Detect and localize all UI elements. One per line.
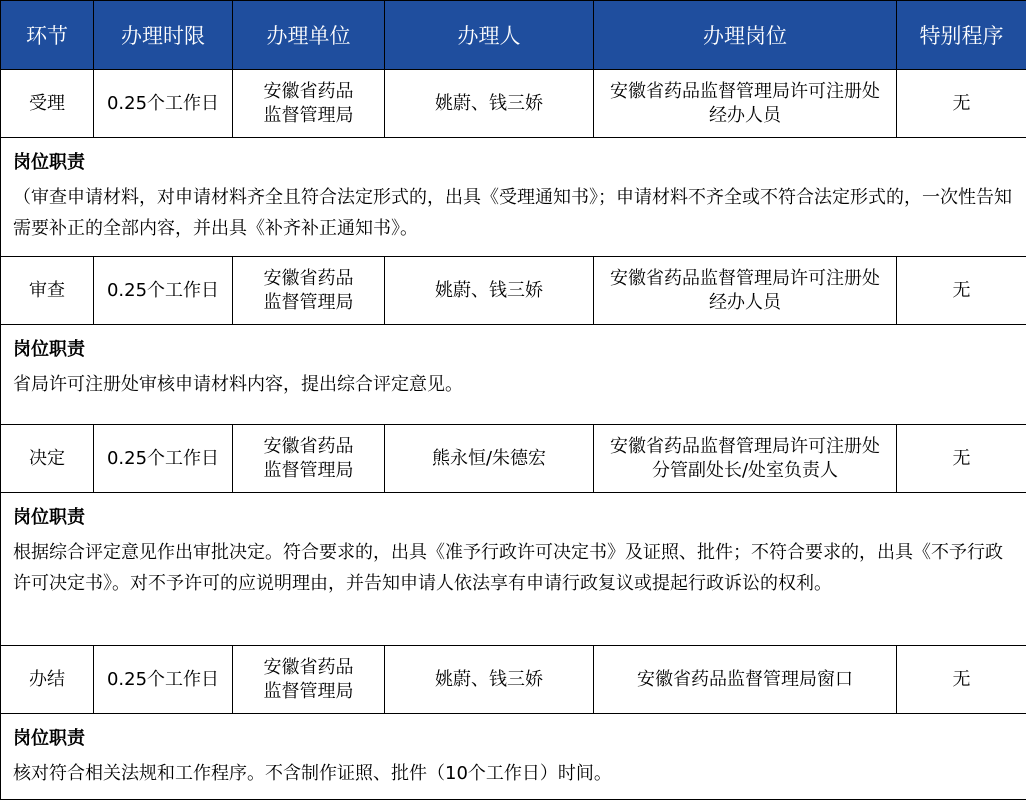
step-position xyxy=(594,646,897,714)
duty-cell xyxy=(1,493,1026,646)
step-time-limit: 0.25个工作日 xyxy=(94,646,233,714)
step-position xyxy=(594,70,897,138)
step-unit xyxy=(233,425,385,493)
duty-text: （审查申请材料，对申请材料齐全且符合法定形式的，出具《受理通知书》；申请材料不齐全或不符合法定形式的，一次性告知需要补正的全部内容，并出具《补齐补正通知书》。 xyxy=(13,187,1012,239)
step-row-accept xyxy=(1,70,1026,138)
step-position-text: 安徽省药品监督管理局许可注册处经办人员 xyxy=(610,267,880,313)
header-step: 环节 xyxy=(1,1,94,70)
duty-title: 岗位职责 xyxy=(13,339,85,360)
duty-title: 岗位职责 xyxy=(13,507,85,528)
step-row-review xyxy=(1,257,1026,325)
step-name: 办结 xyxy=(1,646,94,714)
header-unit: 办理单位 xyxy=(233,1,385,70)
step-handler: 姚蔚、钱三娇 xyxy=(385,257,594,325)
step-handler: 姚蔚、钱三娇 xyxy=(385,70,594,138)
step-row-decide xyxy=(1,425,1026,493)
duty-text: 根据综合评定意见作出审批决定。符合要求的，出具《准予行政许可决定书》及证照、批件；不符合要求的，出具《不予行政许可决定书》。对不予许可的应说明理由，并告知申请人依法享有申请行政复议或提起行政诉讼的权利。 xyxy=(13,542,1003,594)
step-name: 受理 xyxy=(1,70,94,138)
step-position xyxy=(594,257,897,325)
duty-title: 岗位职责 xyxy=(13,728,85,749)
duty-title: 岗位职责 xyxy=(13,152,85,173)
step-position-text: 安徽省药品监督管理局许可注册处经办人员 xyxy=(610,80,880,126)
step-position-text: 安徽省药品监督管理局许可注册处分管副处长/处室负责人 xyxy=(610,435,880,481)
duty-row-review xyxy=(1,325,1026,425)
table-header-row xyxy=(1,1,1026,70)
step-unit-text: 安徽省药品监督管理局 xyxy=(263,435,354,481)
header-position: 办理岗位 xyxy=(594,1,897,70)
step-name: 决定 xyxy=(1,425,94,493)
header-time-limit: 办理时限 xyxy=(94,1,233,70)
step-special: 无 xyxy=(897,646,1026,714)
duty-row-decide xyxy=(1,493,1026,646)
step-unit xyxy=(233,646,385,714)
duty-text: 省局许可注册处审核申请材料内容，提出综合评定意见。 xyxy=(13,374,463,395)
step-special: 无 xyxy=(897,257,1026,325)
duty-text: 核对符合相关法规和工作程序。不含制作证照、批件（10个工作日）时间。 xyxy=(13,763,612,784)
step-handler: 姚蔚、钱三娇 xyxy=(385,646,594,714)
step-position-text: 安徽省药品监督管理局窗口 xyxy=(637,668,853,690)
step-row-finish xyxy=(1,646,1026,714)
step-unit-text: 安徽省药品监督管理局 xyxy=(263,267,354,313)
step-time-limit: 0.25个工作日 xyxy=(94,70,233,138)
step-unit xyxy=(233,70,385,138)
duty-cell xyxy=(1,138,1026,257)
step-unit-text: 安徽省药品监督管理局 xyxy=(263,80,354,126)
step-name: 审查 xyxy=(1,257,94,325)
step-time-limit: 0.25个工作日 xyxy=(94,425,233,493)
step-handler: 熊永恒/朱德宏 xyxy=(385,425,594,493)
step-unit-text: 安徽省药品监督管理局 xyxy=(263,656,354,702)
duty-row-accept xyxy=(1,138,1026,257)
step-special: 无 xyxy=(897,70,1026,138)
step-special: 无 xyxy=(897,425,1026,493)
step-time-limit: 0.25个工作日 xyxy=(94,257,233,325)
step-position xyxy=(594,425,897,493)
header-special: 特别程序 xyxy=(897,1,1026,70)
duty-cell xyxy=(1,714,1026,800)
header-handler: 办理人 xyxy=(385,1,594,70)
step-unit xyxy=(233,257,385,325)
duty-row-finish xyxy=(1,714,1026,800)
duty-cell xyxy=(1,325,1026,425)
